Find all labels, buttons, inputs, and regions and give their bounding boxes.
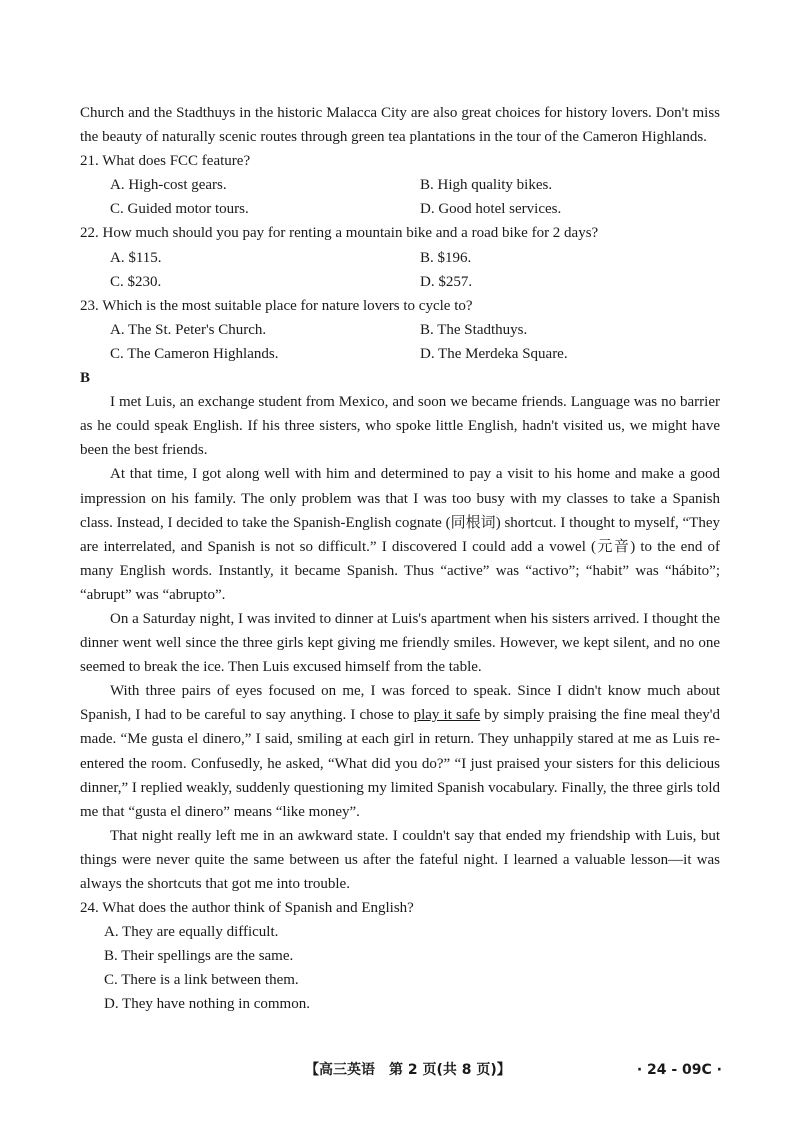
option-a: A. High-cost gears.	[110, 177, 227, 194]
underlined-phrase: play it safe	[413, 707, 481, 724]
exam-code: · 24 - 09C ·	[636, 1062, 722, 1078]
passage-paragraph-3: On a Saturday night, I was invited to dinner at Luis's apartment when his sisters arrived. I thought the dinner went well since the three girls kept giving me friendly smiles. However, we kept silent, and no one seemed to break the ice. Then Luis excused himself from the table.	[80, 610, 720, 676]
question-21	[80, 149, 720, 221]
page-footer	[0, 1058, 794, 1082]
passage-paragraph-5: That night really left me in an awkward state. I couldn't say that ended my friendship with Luis, but things were never quite the same between us after the fateful night. I learned a valuable lesson—it was always the shortcuts that got me into trouble.	[80, 827, 720, 892]
option-d: D. Good hotel services.	[420, 201, 562, 218]
option-a: A. $115.	[110, 249, 162, 266]
option-b: B. The Stadthuys.	[420, 321, 528, 338]
question-23	[80, 294, 720, 366]
question-22	[80, 221, 720, 293]
question-stem: 23. Which is the most suitable place for nature lovers to cycle to?	[80, 297, 473, 314]
option-b: B. High quality bikes.	[420, 177, 553, 194]
option-c: C. Guided motor tours.	[110, 201, 249, 218]
passage-paragraph-1: I met Luis, an exchange student from Mexico, and soon we became friends. Language was no barrier as he could speak English. If his three sisters, who spoke little English, hadn't visited us, we might have been the best friends.	[80, 394, 720, 459]
option-c: C. $230.	[110, 273, 162, 290]
passage-paragraph-2: At that time, I got along well with him and determined to pay a visit to his home and make a good impression on his family. The only problem was that I was too busy with my classes to take a Spanish class. Instead, I decided to take the Spanish-English cognate (同根词) shortcut. I thought to myself, “They are interrelated, and Spanish is not so difficult.” I discovered I could add a vowel (元音) to the end of many English words. Instantly, it became Spanish. Thus “active” was “activo”; “habit” was “hábito”; “abrupt” was “abrupto”.	[80, 466, 720, 603]
options	[80, 173, 720, 221]
options	[80, 246, 720, 294]
option-b: B. Their spellings are the same.	[104, 948, 294, 965]
option-d: D. They have nothing in common.	[104, 996, 310, 1013]
option-a: A. The St. Peter's Church.	[110, 321, 267, 338]
question-stem: 21. What does FCC feature?	[80, 153, 251, 170]
options	[80, 318, 720, 366]
option-c: C. There is a link between them.	[104, 972, 299, 989]
paragraph-text: by simply praising the fine meal they'd made. “Me gusta el dinero,” I said, smiling at each girl in return. They unhappily stared at me as Luis re-entered the room. Confusedly, he asked, “What did you do?” “I just praised your sisters for this delicious dinner,” I replied weakly, suddenly questioning my limited Spanish vocabulary. Finally, the three girls told me that “gusta el dinero” means “like money”.	[80, 707, 720, 820]
passage-paragraph-4	[80, 679, 720, 824]
question-24	[80, 896, 720, 1016]
option-d: D. $257.	[420, 273, 473, 290]
question-stem: 22. How much should you pay for renting a mountain bike and a road bike for 2 days?	[80, 225, 599, 242]
intro-paragraph: Church and the Stadthuys in the historic Malacca City are also great choices for history lovers. Don't miss the beauty of naturally scenic routes through green tea plantations in the tour of the Cameron Highlands.	[80, 105, 720, 146]
option-b: B. $196.	[420, 249, 472, 266]
exam-page	[80, 101, 720, 1017]
option-c: C. The Cameron Highlands.	[110, 345, 279, 362]
question-stem: 24. What does the author think of Spanish and English?	[80, 900, 414, 917]
paragraph-text: With three pairs of eyes focused on me, I was forced to speak. Since I didn't know much about Spanish, I had to be careful to say anything. I chose to	[80, 683, 720, 724]
option-d: D. The Merdeka Square.	[420, 345, 568, 362]
option-a: A. They are equally difficult.	[104, 924, 279, 941]
page-number: 【高三英语 第 2 页(共 8 页)】	[305, 1062, 511, 1078]
options	[80, 920, 720, 1016]
section-heading: B	[80, 370, 91, 387]
